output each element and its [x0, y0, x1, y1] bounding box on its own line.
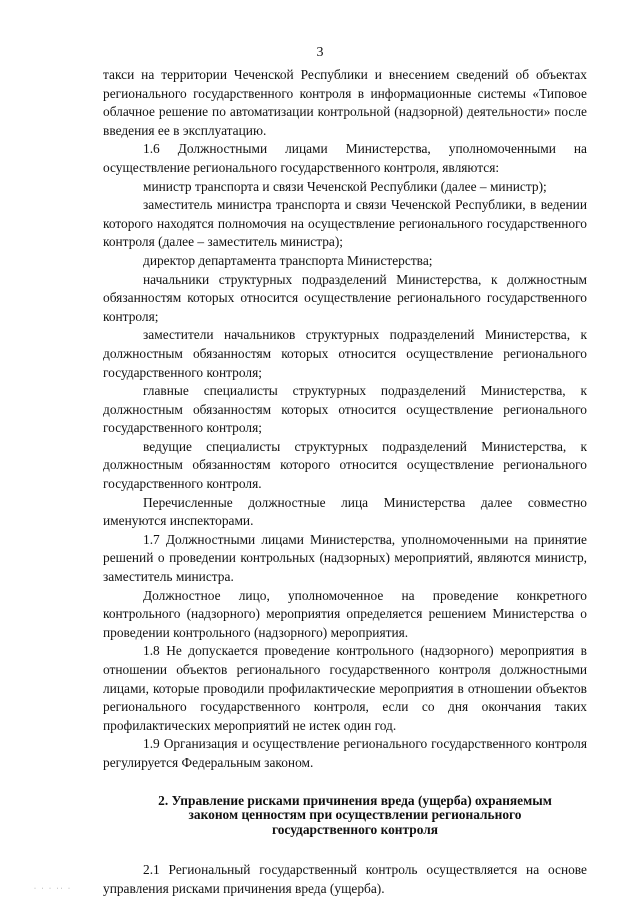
paragraph-inspectors: Перечисленные должностные лица Министерства далее совместно именуются инспекторами. — [103, 494, 587, 529]
section-2-heading — [103, 794, 587, 838]
list-item-minister: министр транспорта и связи Чеченской Республики (далее – министр); — [143, 178, 547, 194]
document-body — [103, 66, 587, 899]
paragraph-responsible-official: Должностное лицо, уполномоченное на проведение конкретного контрольного (надзорного) мероприятия определяется решением Министерства о проведении контрольного (надзорного) мероприятия. — [103, 587, 587, 640]
section-2-heading-line-3: государственного контроля — [271, 821, 438, 837]
list-item-heads: начальники структурных подразделений Министерства, к должностным обязанностям которых относится осуществление регионального государственного контроля; — [103, 271, 587, 324]
paragraph-continuation: такси на территории Чеченской Республики и внесением сведений об объектах регионального государственного контроля в информационные системы «Типовое облачное решение по автоматизации контрольной (надзорной) деятельности» после введения ее в эксплуатацию. — [103, 67, 587, 138]
paragraph-2-1: 2.1 Региональный государственный контроль осуществляется на основе управления рисками причинения вреда (ущерба). — [103, 862, 587, 896]
section-2-heading-line-2: законом ценностям при осуществлении регионального — [188, 807, 522, 823]
page-number: 3 — [316, 45, 324, 60]
list-item-leading-specialists: ведущие специалисты структурных подразделений Министерства, к должностным обязанностям которого относится осуществление регионального государственного контроля. — [103, 438, 587, 492]
list-item-chief-specialists: главные специалисты структурных подразделений Министерства, к должностным обязанностям которых относится осуществление регионального государственного контроля; — [103, 383, 587, 436]
list-item-deputy-heads: заместители начальников структурных подразделений Министерства, к должностным обязанностям которых относится осуществление регионального государственного контроля; — [103, 327, 587, 380]
paragraph-1-7: 1.7 Должностными лицами Министерства, уполномоченными на принятие решений о проведении контрольных (надзорных) мероприятий, являются министр, заместитель министра. — [103, 531, 587, 585]
paragraph-1-8: 1.8 Не допускается проведение контрольного (надзорного) мероприятия в отношении объектов регионального государственного контроля должностными лицами, которые проводили профилактические мероприятия в отношении объектов регионального государственного контроля, если со дня окончания таких профилактических мероприятий не истек один год. — [103, 643, 587, 733]
list-item-director: директор департамента транспорта Министерства; — [143, 252, 433, 268]
paragraph-1-9: 1.9 Организация и осуществление регионального государственного контроля регулируется Федеральным законом. — [103, 736, 587, 770]
list-item-deputy-minister: заместитель министра транспорта и связи Чеченской Республики, в ведении которого находятся полномочия на осуществление регионального государственного контроля (далее – заместитель министра); — [103, 197, 587, 250]
scan-artifact: · · · ·· · — [34, 886, 72, 892]
section-2-heading-line-1: 2. Управление рисками причинения вреда (ущерба) охраняемым — [158, 792, 552, 808]
paragraph-1-6: 1.6 Должностными лицами Министерства, уполномоченными на осуществление регионального государственного контроля, являются: — [103, 141, 587, 175]
